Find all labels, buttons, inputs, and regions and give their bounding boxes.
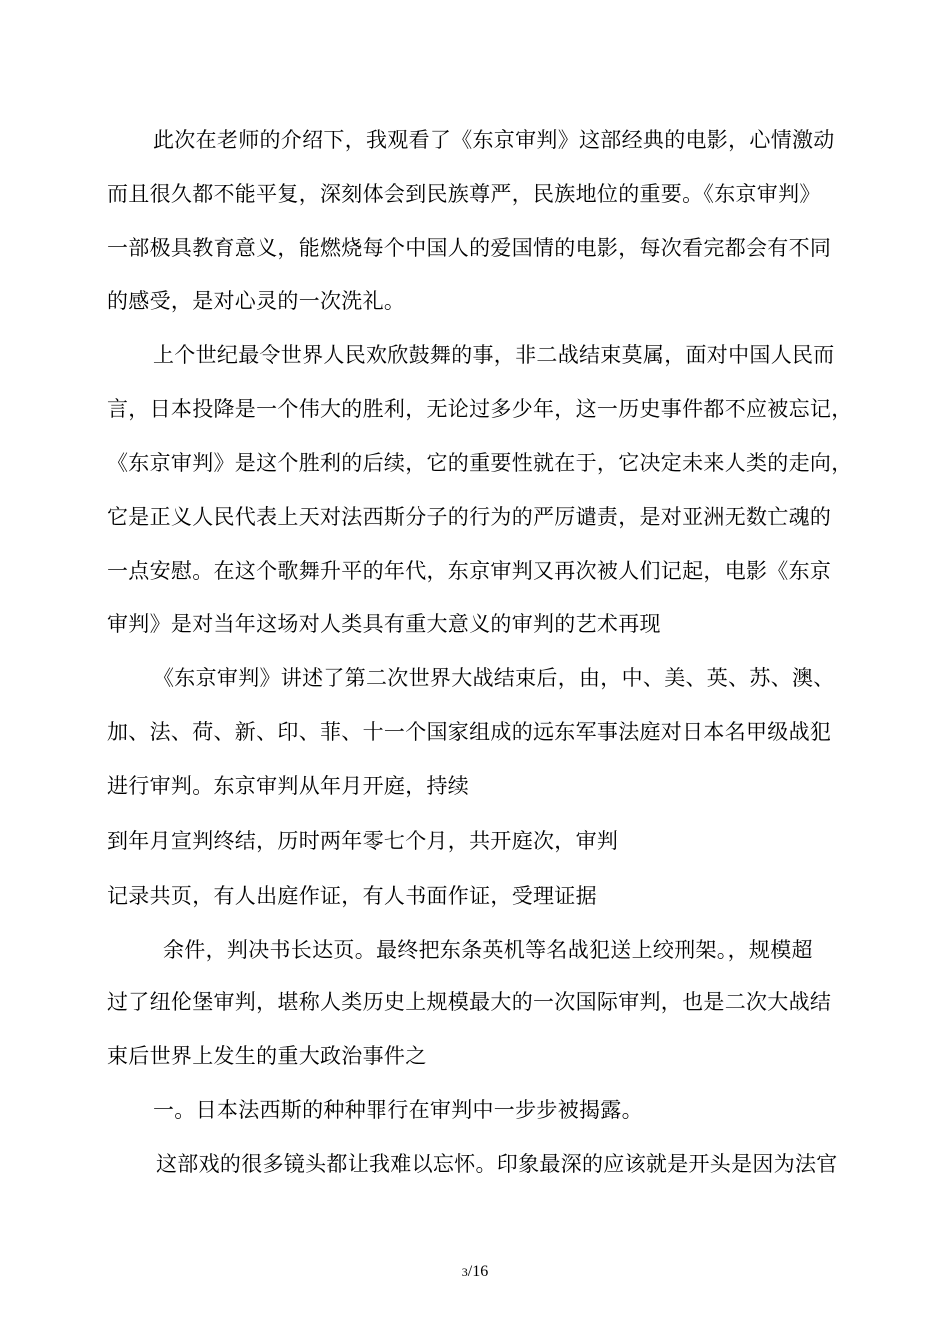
paragraph-2-line-4: 它是正义人民代表上天对法西斯分子的行为的严厉谴责，是对亚洲无数亡魂的	[107, 505, 832, 529]
paragraph-1-line-2: 而且很久都不能平复，深刻体会到民族尊严，民族地位的重要。《东京审判》	[107, 182, 821, 206]
paragraph-2-line-3: 《东京审判》是这个胜利的后续，它的重要性就在于，它决定未来人类的走向，	[107, 451, 853, 475]
paragraph-2-line-6: 审判》是对当年这场对人类具有重大意义的审判的艺术再现	[107, 612, 661, 636]
paragraph-3-line-3: 进行审判。东京审判从年月开庭，持续	[107, 774, 470, 798]
paragraph-1-line-3: 一部极具教育意义，能燃烧每个中国人的爱国情的电影，每次看完都会有不同	[107, 236, 832, 260]
page-number-total: /16	[467, 1263, 489, 1280]
paragraph-3-line-2: 加、法、荷、新、印、菲、十一个国家组成的远东军事法庭对日本名甲级战犯	[107, 720, 832, 744]
paragraph-7-line-1: 一。日本法西斯的种种罪行在审判中一步步被揭露。	[153, 1098, 643, 1122]
page-number-current: 3	[461, 1265, 468, 1279]
paragraph-6-line-3: 束后世界上发生的重大政治事件之	[107, 1044, 427, 1068]
paragraph-6-line-1: 余件，判决书长达页。最终把东条英机等名战犯送上绞刑架。，规模超	[163, 938, 813, 962]
paragraph-8-line-1: 这部戏的很多镜头都让我难以忘怀。印象最深的应该就是开头是因为法官	[156, 1152, 838, 1176]
paragraph-4-line-1: 到年月宣判终结，历时两年零七个月，共开庭次，审判	[107, 829, 619, 853]
paragraph-2-line-1: 上个世纪最令世界人民欢欣鼓舞的事，非二战结束莫属，面对中国人民而	[153, 343, 835, 367]
paragraph-1-line-4: 的感受，是对心灵的一次洗礼。	[107, 289, 406, 313]
page-number	[0, 1262, 950, 1282]
paragraph-5-line-1: 记录共页，有人出庭作证，有人书面作证，受理证据	[107, 884, 597, 908]
paragraph-6-line-2: 过了纽伦堡审判，堪称人类历史上规模最大的一次国际审判，也是二次大战结	[107, 990, 832, 1014]
paragraph-1-line-1: 此次在老师的介绍下，我观看了《东京审判》这部经典的电影，心情激动	[153, 128, 835, 152]
paragraph-2-line-2: 言，日本投降是一个伟大的胜利，无论过多少年，这一历史事件都不应被忘记，	[107, 397, 853, 421]
paragraph-2-line-5: 一点安慰。在这个歌舞升平的年代，东京审判又再次被人们记起，电影《东京	[107, 559, 832, 583]
paragraph-3-line-1: 《东京审判》讲述了第二次世界大战结束后，由，中、美、英、苏、澳、	[153, 666, 835, 690]
